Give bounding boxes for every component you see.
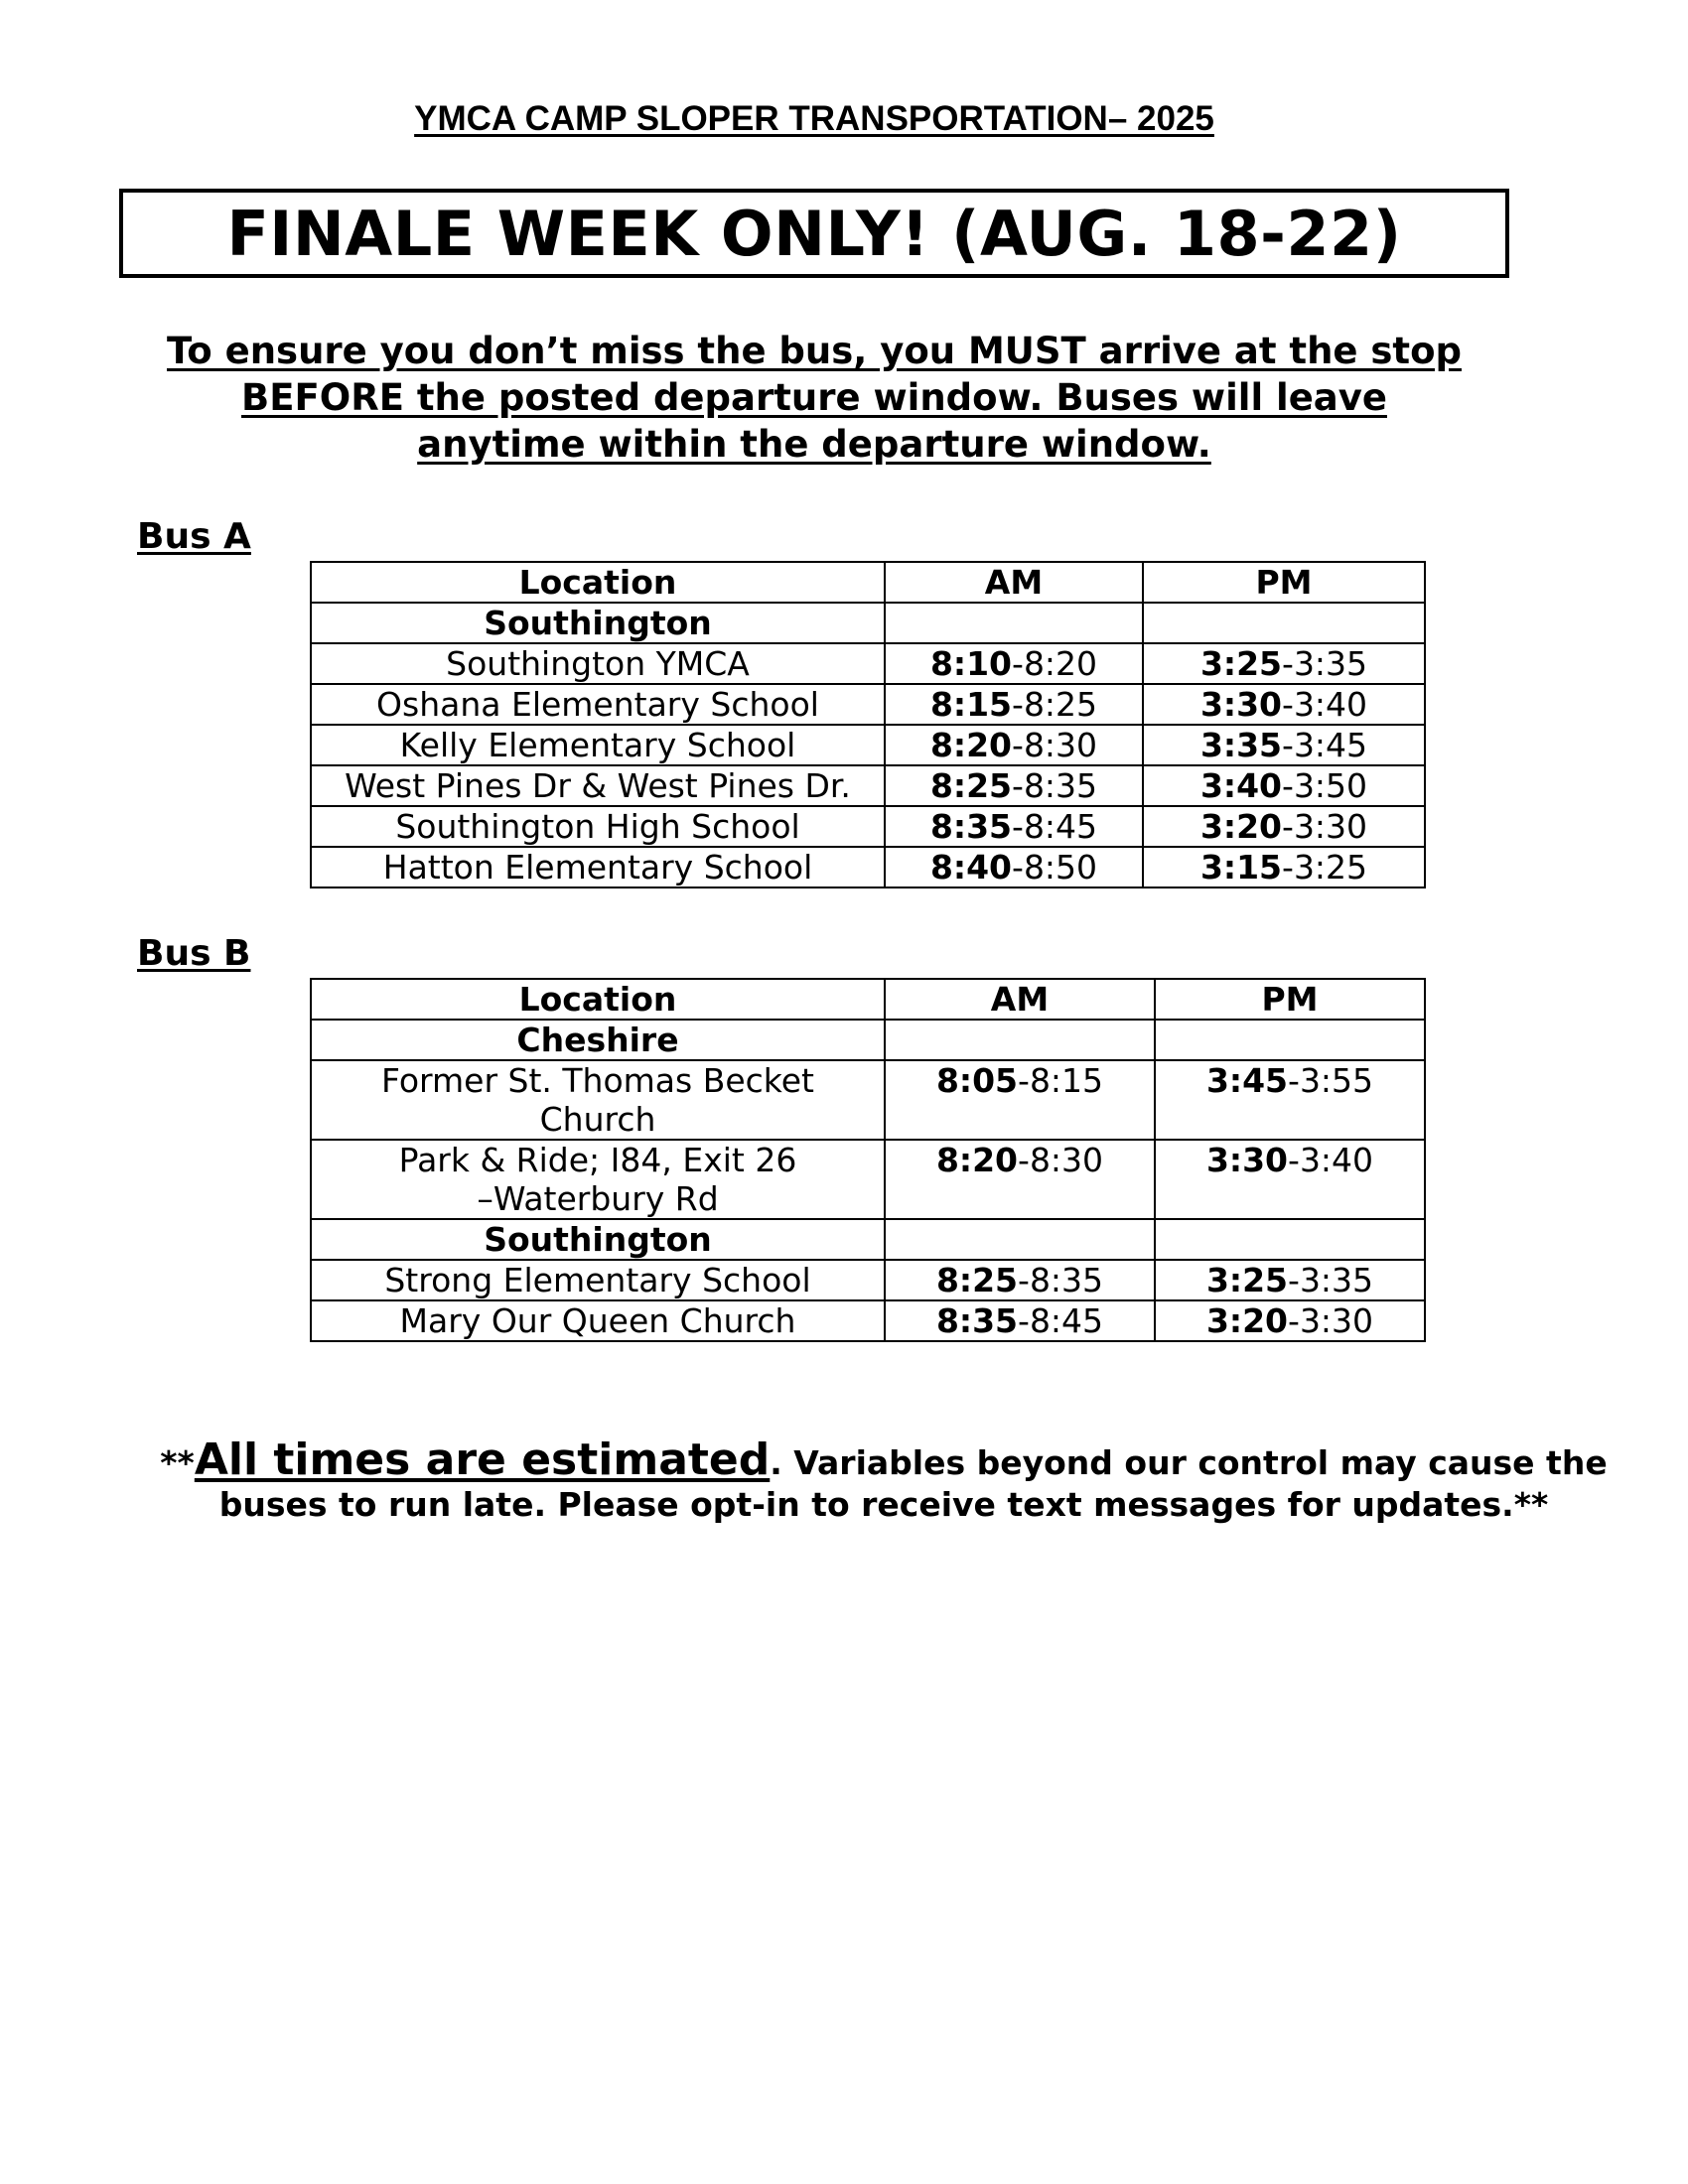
location-header: Location [311, 562, 885, 603]
table-row [311, 1140, 1425, 1219]
am-cell: 8:15-8:25 [885, 684, 1143, 725]
am-cell: 8:40-8:50 [885, 847, 1143, 887]
am-cell: 8:20-8:30 [885, 1140, 1155, 1219]
pm-cell: 3:40-3:50 [1143, 765, 1425, 806]
notice-line: anytime within the departure window. [417, 423, 1211, 466]
am-header: AM [885, 979, 1155, 1020]
finale-week-banner: FINALE WEEK ONLY! (AUG. 18-22) [119, 189, 1509, 278]
pm-cell: 3:45-3:55 [1155, 1060, 1425, 1140]
table-row [311, 1060, 1425, 1140]
bus-b-label: Bus B [137, 933, 251, 974]
bus-b-schedule-table [310, 978, 1426, 1342]
location-header: Location [311, 979, 885, 1020]
am-header: AM [885, 562, 1143, 603]
bus-a-schedule-table [310, 561, 1426, 888]
region-name: Cheshire [311, 1020, 885, 1060]
am-cell: 8:35-8:45 [885, 806, 1143, 847]
pm-cell: 3:25-3:35 [1155, 1260, 1425, 1300]
pm-cell: 3:25-3:35 [1143, 643, 1425, 684]
table-row [311, 684, 1425, 725]
pm-cell: 3:35-3:45 [1143, 725, 1425, 765]
table-row [311, 847, 1425, 887]
document-title: YMCA CAMP SLOPER TRANSPORTATION– 2025 [414, 99, 1214, 138]
region-row [311, 1219, 1425, 1260]
notice-line: To ensure you don’t miss the bus, you MUST arrive at the stop [166, 330, 1462, 372]
pm-cell: 3:30-3:40 [1143, 684, 1425, 725]
table-row [311, 1300, 1425, 1341]
pm-cell: 3:20-3:30 [1155, 1300, 1425, 1341]
region-row [311, 1020, 1425, 1060]
location-cell: Strong Elementary School [311, 1260, 885, 1300]
note-emphasis: All times are estimated [194, 1434, 771, 1485]
location-cell: Former St. Thomas Becket Church [311, 1060, 885, 1140]
pm-cell: 3:15-3:25 [1143, 847, 1425, 887]
location-cell: Southington High School [311, 806, 885, 847]
region-name: Southington [311, 603, 885, 643]
am-cell: 8:10-8:20 [885, 643, 1143, 684]
location-cell: Mary Our Queen Church [311, 1300, 885, 1341]
table-row [311, 806, 1425, 847]
am-cell: 8:35-8:45 [885, 1300, 1155, 1341]
pm-cell: 3:30-3:40 [1155, 1140, 1425, 1219]
location-cell: Park & Ride; I84, Exit 26 –Waterbury Rd [311, 1140, 885, 1219]
estimated-times-note [139, 1434, 1628, 1526]
note-line-2: buses to run late. Please opt-in to receive text messages for updates.** [218, 1485, 1549, 1524]
table-row [311, 643, 1425, 684]
arrival-notice [119, 328, 1509, 468]
region-name: Southington [311, 1219, 885, 1260]
pm-cell: 3:20-3:30 [1143, 806, 1425, 847]
location-cell: West Pines Dr & West Pines Dr. [311, 765, 885, 806]
bus-a-label: Bus A [137, 516, 251, 557]
location-cell: Southington YMCA [311, 643, 885, 684]
notice-line: BEFORE the posted departure window. Buses will leave [241, 376, 1387, 419]
table-header-row [311, 562, 1425, 603]
am-cell: 8:20-8:30 [885, 725, 1143, 765]
note-line-1: **All times are estimated. Variables beyond our control may cause the [160, 1434, 1608, 1485]
table-header-row [311, 979, 1425, 1020]
pm-header: PM [1143, 562, 1425, 603]
location-cell: Hatton Elementary School [311, 847, 885, 887]
am-cell: 8:25-8:35 [885, 1260, 1155, 1300]
region-row [311, 603, 1425, 643]
table-row [311, 725, 1425, 765]
location-cell: Kelly Elementary School [311, 725, 885, 765]
table-row [311, 1260, 1425, 1300]
table-row [311, 765, 1425, 806]
am-cell: 8:05-8:15 [885, 1060, 1155, 1140]
am-cell: 8:25-8:35 [885, 765, 1143, 806]
pm-header: PM [1155, 979, 1425, 1020]
location-cell: Oshana Elementary School [311, 684, 885, 725]
